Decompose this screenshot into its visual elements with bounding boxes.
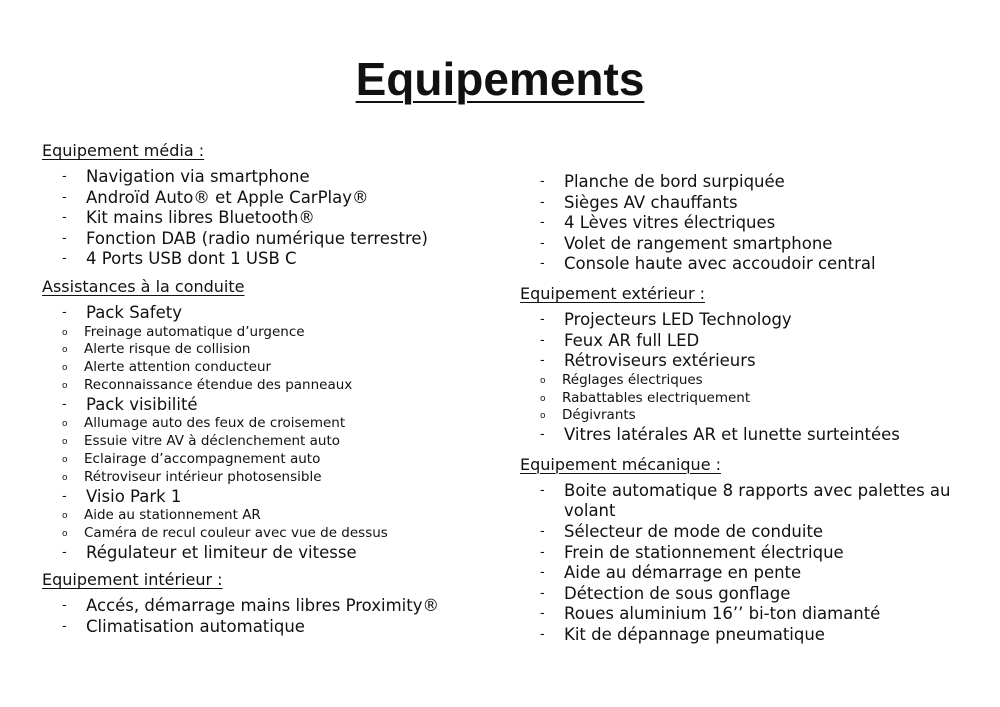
equipment-section [520,172,990,275]
equipment-item-text: Accés, démarrage mains libres Proximity® [86,596,439,616]
dash-marker: - [62,189,67,205]
equipment-item [520,584,990,605]
equipment-sublist [42,324,512,395]
right-column [520,172,990,653]
equipment-item-text: Climatisation automatique [86,616,305,636]
equipment-item [42,303,512,324]
equipment-subitem [42,324,512,342]
equipment-item [42,229,512,250]
equipment-item-text: Kit de dépannage pneumatique [564,624,825,644]
dash-marker: - [62,169,67,184]
equipment-subitem [42,469,512,487]
equipment-item-text: Régulateur et limiteur de vitesse [86,542,357,562]
equipment-item [42,596,512,617]
equipment-list [520,310,990,446]
equipment-item [42,395,512,416]
circle-bullet-icon: o [62,363,68,374]
equipment-item [520,481,990,522]
equipment-item [520,172,990,193]
equipment-subitem-text: Rétroviseur intérieur photosensible [84,468,322,485]
equipment-list [520,481,990,646]
equipment-subitem-text: Reconnaissance étendue des panneaux [84,376,353,393]
circle-bullet-icon: o [540,393,546,404]
equipment-sublist [42,507,512,543]
equipment-subitem [42,359,512,377]
equipment-subitem [42,507,512,525]
equipment-item-text: Volet de rangement smartphone [564,233,833,253]
dash-marker: - [540,523,545,539]
equipment-subitem [42,451,512,469]
equipment-section [42,140,512,270]
equipment-subitem-text: Freinage automatique d’urgence [84,323,305,340]
equipment-subitem [520,372,990,390]
left-column [42,140,512,644]
equipment-subitem [520,390,990,408]
equipment-item [520,604,990,625]
equipment-item-text: Projecteurs LED Technology [564,309,792,329]
equipment-item [520,331,990,352]
dash-marker: - [540,427,545,443]
dash-marker: - [62,251,67,267]
equipment-list [42,596,512,637]
circle-bullet-icon: o [62,419,68,430]
equipment-item-text: Pack Safety [86,302,182,322]
dash-marker: - [62,598,67,614]
dash-marker: - [62,618,67,634]
dash-marker: - [540,626,545,642]
equipment-item [42,487,512,508]
equipment-item-text: Androïd Auto® et Apple CarPlay® [86,187,369,207]
dash-marker: - [62,488,67,504]
equipment-subitem [42,433,512,451]
circle-bullet-icon: o [62,454,68,465]
circle-bullet-icon: o [62,528,68,539]
equipment-subitem-text: Aide au stationnement AR [84,507,261,524]
dash-marker: - [540,482,545,498]
dash-marker: - [540,235,545,251]
equipment-subitem-text: Alerte attention conducteur [84,359,272,376]
equipment-item [520,522,990,543]
dash-marker: - [540,332,545,348]
dash-marker: - [540,215,545,231]
circle-bullet-icon: o [62,437,68,448]
page-title-text: Equipements [355,53,645,105]
page-title [0,50,1000,108]
equipment-item-text: Kit mains libres Bluetooth® [86,208,315,228]
equipment-item-text: Sélecteur de mode de conduite [564,521,824,541]
circle-bullet-icon: o [62,472,68,483]
equipment-subitem-text: Essuie vitre AV à déclenchement auto [84,433,341,450]
equipment-subitem [42,377,512,395]
dash-marker: - [540,174,545,189]
dash-marker: - [62,396,67,412]
equipment-item [42,167,512,188]
equipment-item-text: Visio Park 1 [86,486,182,506]
dash-marker: - [540,256,545,272]
circle-bullet-icon: o [62,327,68,338]
equipment-subitem [520,407,990,425]
dash-marker: - [62,230,67,246]
equipment-subitem [42,525,512,543]
equipment-item-text: Navigation via smartphone [86,167,310,186]
equipment-section [520,454,990,646]
equipment-item-text: 4 Ports USB dont 1 USB C [86,249,297,269]
circle-bullet-icon: o [62,380,68,391]
equipment-item-text: Aide au démarrage en pente [564,563,802,583]
circle-bullet-icon: o [62,511,68,522]
equipment-item [520,625,990,646]
circle-bullet-icon: o [62,345,68,356]
equipment-subitem [42,415,512,433]
section-heading: Equipement média : [42,141,205,160]
circle-bullet-icon: o [540,375,546,386]
equipment-subitem-text: Eclairage d’accompagnement auto [84,450,321,467]
equipment-item-text: Sièges AV chauffants [564,192,738,212]
equipment-subitem-text: Allumage auto des feux de croisement [84,415,346,432]
equipment-item [42,208,512,229]
equipment-item [520,213,990,234]
equipment-item [42,249,512,270]
dash-marker: - [540,194,545,210]
equipment-item [42,188,512,209]
equipment-item [520,563,990,584]
equipment-item-text: 4 Lèves vitres électriques [564,213,776,233]
equipment-item [520,234,990,255]
equipment-item [520,425,990,446]
section-heading: Equipement extérieur : [520,283,705,303]
equipment-item-text: Détection de sous gonflage [564,583,791,603]
dash-marker: - [540,565,545,581]
equipment-item-text: Rétroviseurs extérieurs [564,351,756,371]
equipment-item-text: Feux AR full LED [564,330,700,350]
equipment-item-text: Pack visibilité [86,394,198,414]
equipment-item-text: Vitres latérales AR et lunette surteintées [564,425,900,445]
equipment-item-text: Fonction DAB (radio numérique terrestre) [86,228,428,248]
equipment-item [42,543,512,564]
equipment-subitem-text: Réglages électriques [562,371,703,388]
equipment-section [520,283,990,446]
equipment-section [42,276,512,563]
dash-marker: - [540,353,545,369]
equipment-sublist [42,415,512,486]
equipment-item-text: Boite automatique 8 rapports avec palettes au volant [564,480,951,521]
equipment-item [520,193,990,214]
equipment-sublist [520,372,990,425]
section-heading: Equipement mécanique : [520,454,722,474]
dash-marker: - [540,544,545,560]
section-heading: Assistances à la conduite [42,276,245,296]
equipment-subitem-text: Dégivrants [562,407,636,424]
equipment-list [42,303,512,563]
equipment-section [42,569,512,637]
circle-bullet-icon: o [540,411,546,422]
dash-marker: - [540,311,545,327]
dash-marker: - [540,585,545,601]
dash-marker: - [540,606,545,622]
equipment-item-text: Planche de bord surpiquée [564,172,785,191]
dash-marker: - [62,210,67,226]
equipment-item [520,543,990,564]
equipment-subitem-text: Rabattables electriquement [562,389,751,406]
equipment-list [42,167,512,270]
equipment-item [520,254,990,275]
equipment-item-text: Roues aluminium 16’’ bi-ton diamanté [564,604,881,624]
equipment-subitem [42,341,512,359]
equipment-list [520,172,990,275]
section-heading: Equipement intérieur : [42,570,223,590]
equipment-item-text: Frein de stationnement électrique [564,542,844,562]
equipment-subitem-text: Alerte risque de collision [84,341,251,358]
equipment-item [42,617,512,638]
equipment-subitem-text: Caméra de recul couleur avec vue de dessus [84,524,388,541]
equipment-item-text: Console haute avec accoudoir central [564,254,876,274]
dash-marker: - [62,544,67,560]
dash-marker: - [62,304,67,320]
equipment-item [520,351,990,372]
equipment-item [520,310,990,331]
